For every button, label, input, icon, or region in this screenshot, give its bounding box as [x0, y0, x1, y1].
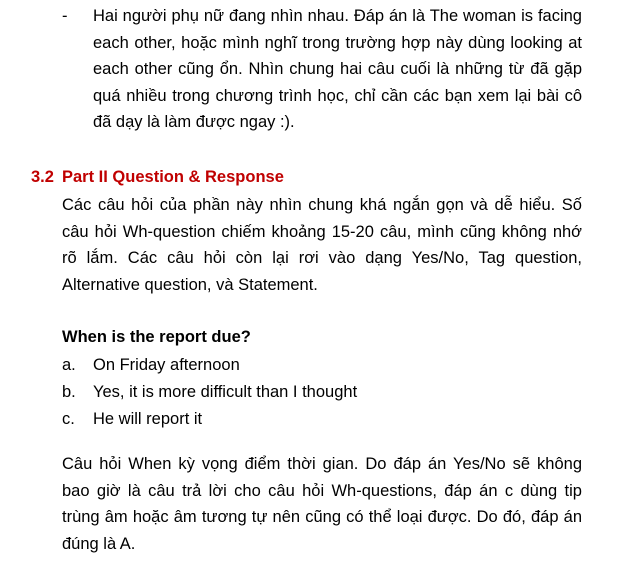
bullet-text: Hai người phụ nữ đang nhìn nhau. Đáp án là The woman is facing each other, hoặc mình nghĩ trong trường hợp này dùng looking at each other cũng ổn. Nhìn chung hai câu cuối là những từ đã gặp quá nhiều trong chương trình học, chỉ cần các bạn xem lại bài cô đã dạy là làm được ngay :).	[93, 7, 582, 132]
answer-option-b	[62, 379, 582, 406]
section-title: Part II Question & Response	[62, 168, 284, 186]
option-letter: a.	[62, 356, 76, 374]
option-text: On Friday afternoon	[93, 356, 240, 374]
section-number: 3.2	[31, 168, 54, 186]
answer-options	[62, 352, 582, 432]
section-intro-paragraph: Các câu hỏi của phần này nhìn chung khá ngắn gọn và dễ hiểu. Số câu hỏi Wh-question chiếm khoảng 15-20 câu, mình cũng không nhớ rõ lắm. Các câu hỏi còn lại rơi vào dạng Yes/No, Tag question, Alternative question, và Statement.	[62, 196, 582, 294]
option-text: He will report it	[93, 409, 203, 428]
explanation-paragraph: Câu hỏi When kỳ vọng điểm thời gian. Do đáp án Yes/No sẽ không bao giờ là câu trả lời cho câu hỏi Wh-questions, đáp án c dùng tip trùng âm hoặc âm tương tự nên cũng có thể loại được. Do đó, đáp án đúng là A.	[62, 455, 582, 553]
answer-option-a	[62, 352, 582, 379]
option-text: Yes, it is more difficult than I thought	[93, 382, 358, 401]
option-letter: b.	[62, 382, 76, 401]
question-text: When is the report due?	[62, 328, 251, 346]
answer-option-c	[62, 406, 582, 433]
section-heading	[31, 164, 284, 190]
bullet-marker: -	[62, 7, 68, 25]
option-letter: c.	[62, 409, 75, 428]
